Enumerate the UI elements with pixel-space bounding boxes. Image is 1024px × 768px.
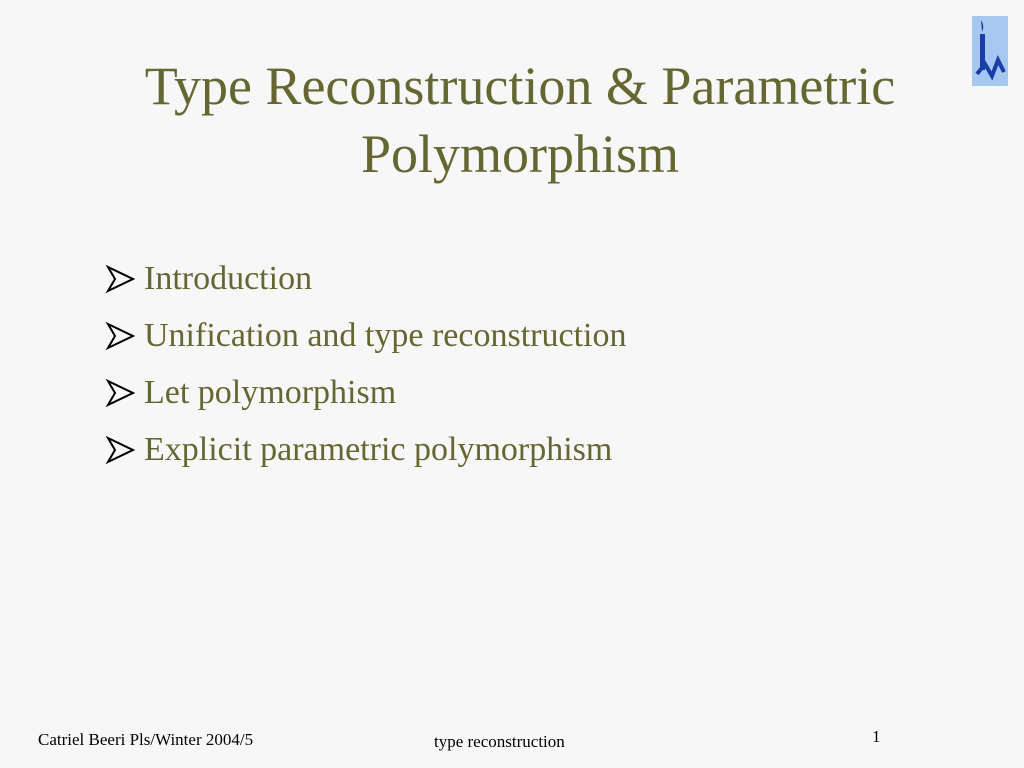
list-item xyxy=(104,307,626,364)
bullet-text: Unification and type reconstruction xyxy=(144,316,627,354)
footer-topic: type reconstruction xyxy=(434,732,565,751)
list-item xyxy=(104,250,626,307)
title-line-2: Polymorphism xyxy=(360,124,680,184)
arrow-bullet-icon xyxy=(104,433,138,467)
bullet-text: Introduction xyxy=(144,259,313,297)
list-item xyxy=(104,364,626,421)
arrow-bullet-icon xyxy=(104,262,138,296)
bullet-text: Explicit parametric polymorphism xyxy=(144,430,613,468)
arrow-bullet-icon xyxy=(104,376,138,410)
list-item xyxy=(104,421,626,478)
footer-author: Catriel Beeri Pls/Winter 2004/5 xyxy=(38,730,254,749)
page-number: 1 xyxy=(872,727,881,746)
logo-icon xyxy=(972,16,1008,86)
arrow-bullet-icon xyxy=(104,319,138,353)
slide-title xyxy=(60,52,980,188)
bullet-text: Let polymorphism xyxy=(144,373,397,411)
bullet-list xyxy=(104,250,626,478)
title-line-1: Type Reconstruction & Parametric xyxy=(144,56,896,116)
